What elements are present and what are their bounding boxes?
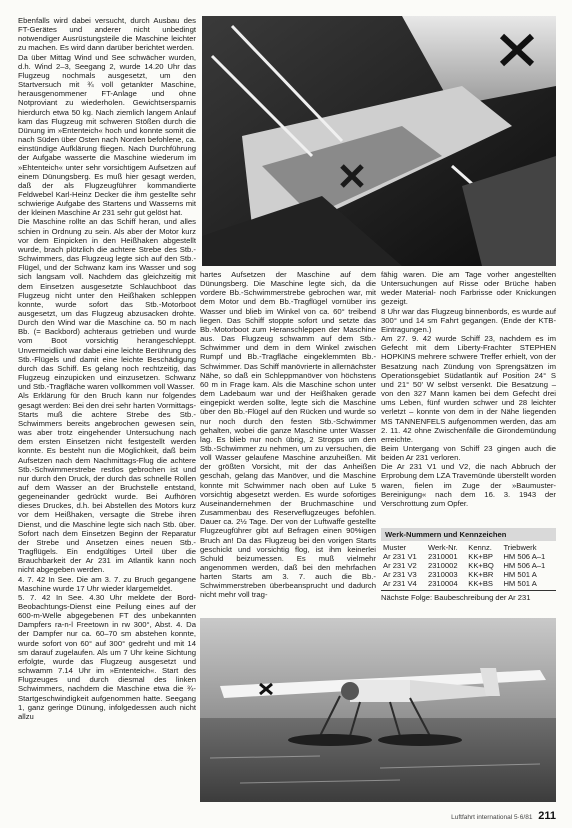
table-title: Werk-Nummern und Kennzeichen — [381, 528, 556, 541]
table-cell: KK+BR — [468, 570, 494, 579]
table-divider — [381, 590, 556, 591]
photo-aircraft-folded-wings — [202, 16, 556, 266]
table-cell: 2310002 — [427, 561, 458, 570]
table-header-cell: Triebwerk — [503, 543, 537, 552]
paragraph: Da über Mittag Wind und See schwächer wurden, d.h. Wind 2–3, Seegang 2, wurde 14.20 Uhr das Flugzeug nochmals ausgesetzt, um den Startversuch mit ¾ voll getankter Maschine, herausgenommener FT-Anlage und ohne Notproviant zu wiederholen. Gewichtsersparnis hierdurch etwa 50 kg. Nach ziemlich langem Anlauf kam das Flugzeug mit schweren Stößen durch die Dünung im »Ententeich« hoch und konnte somit die nach Süden über Osten nach Norden befohlene, ca. einstündige Aufklärung fliegen. Nach Durchführung der Aufgabe wasserte die Maschine wiederum im »Ehtenteich« unter sehr vorsichtigem Aufsetzen auf einem Dünungsberg. Es muß hier gesagt werden, daß der als Flugzeugführer kommandierte Feldwebel Karl-Heinz Decker die ihm gestellte sehr schwierige Aufgabe des Startens und Wasserns mit der kleinen Maschine Ar 231 sehr gut gelöst hat. — [18, 52, 196, 218]
table-header-row — [381, 543, 556, 552]
table-cell: 2310003 — [427, 570, 458, 579]
article-column-1 — [18, 16, 196, 721]
table-cell: HM 501 A — [503, 579, 537, 588]
page-footer — [451, 810, 556, 822]
table-cell: HM 501 A — [503, 570, 537, 579]
aircraft-photo-illustration — [202, 16, 556, 266]
page-number: 211 — [538, 810, 556, 822]
table-header-cell: Muster — [383, 543, 407, 552]
paragraph: 4. 7. 42 In See. Die am 3. 7. zu Bruch gegangene Maschine wurde 17 Uhr wieder klargemeldet. — [18, 574, 196, 593]
table-cell: HM 506 A–1 — [503, 552, 546, 561]
table-cell: KK+BP — [468, 552, 493, 561]
werknummern-table — [381, 543, 556, 588]
paragraph: Die Maschine rollte an das Schiff heran, und alles schien in Ordnung zu sein. Als aber der Motor kurz vor dem Einpicken in den Heißhaken abgestellt wurde, brach plötzlich die achtere Strebe des Stb.-Schwimmers, das Flugzeug legte sich auf den Stb.-Flügel, und der Schwanz kam ins Wasser und sog sich langsam voll. Nachdem das gleichzeitig mit dem Einsetzen ausgesetzte Schlauchboot das Flugzeug nicht unter den Heißhaken schleppen konnte, wurde sofort das Stb.-Motorboot ausgesetzt, um das Flugzeug abzusacken drohte. Durch den Wind war die Maschine ca. 50 m nach Bb. (= Backbord) achteraus getrieben und wurde vom Boot vorsichtig herangeschleppt. Unvermeidlich war dabei eine leichte Berührung des Stb.-Flügels und damit eine leichte Beschädigung durch das Schiff. Es gelang noch rechtzeitig, das Flugzeug einzupicken und einzusetzen. Schwanz und Stb.-Tragfläche waren vollkommen voll Wasser. — [18, 217, 196, 392]
table-cell: Ar 231 V2 — [383, 561, 417, 570]
paragraph: Am 27. 9. 42 wurde Schiff 23, nachdem es im Gefecht mit dem Liberty-Frachter STEPHEN HOPKINS mehrere schwere Treffer erhielt, von der Besatzung nach Zündung von Sprengsätzen im Operationsgebiet Südatlantik auf Position 24° S und 21° 50' W selbst versenkt. Die Besatzung – von den 327 Mann kamen bei dem Gefecht drei ums Leben, fünf wurden schwer und 28 leichter verletzt – konnte von dem in der Nähe liegenden MS TANNENFELS aufgenommen werden, das am 2. 11. 42 ohne Zwischenfälle die Girondemündung erreichte. — [381, 334, 556, 444]
werknummern-table-box — [381, 528, 556, 602]
article-column-3 — [381, 270, 556, 508]
table-cell: Ar 231 V1 — [383, 552, 417, 561]
table-cell: 2310001 — [427, 552, 458, 561]
table-row — [381, 552, 556, 561]
table-header-cell: Werk-Nr. — [427, 543, 458, 552]
article-column-2 — [200, 270, 376, 600]
table-row — [381, 579, 556, 588]
paragraph: Als Erklärung für den Bruch kann nur folgendes gesagt werden: Bei den drei sehr harten Vormittags-Starts muß die achtere Strebe des Stb.-Schwimmers bereits angebrochen gewesen sein, was aber trotz eingehender Untersuchung nach dem ersten Einsetzen nicht festgestellt werden konnte. Es besteht nun die Möglichkeit, daß beim Aufsetzen nach dem Nachmittags-Flug die achtere Stb.-Schwimmerstrebe restlos gebrochen ist und nur durch den Druck, der durch das schnelle Rollen auf dem Wasser an der Bruchstelle entstand, gegeneinander gedrückt wurde. Bei Aufhören dieses Druckes, d.h. bei Abstellen des Motors kurz vor dem Heißhaken, versagte die Strebe ihren Dienst, und die Maschine legte sich nach Stb. über. Sofort nach dem Einsetzen Beginn der Reparatur der Strebe und Ansetzen eines neuen Stb.-Tragflügels. Ein endgültiges Urteil über die Brauchbarkeit der Ar 231 im Atlantik kann noch nicht abgegeben werden. — [18, 391, 196, 575]
table-row — [381, 570, 556, 579]
paragraph: Die Ar 231 V1 und V2, die nach Abbruch der Erprobung dem LZA Travemünde überstellt worden waren, fielen im Zuge der »Baumuster-Bereinigung« nach dem 16. 3. 1943 der Verschrottung zum Opfer. — [381, 462, 556, 508]
paragraph: 8 Uhr war das Flugzeug binnenbords, es wurde auf 300° und 14 sm Fahrt gegangen. (Ende der KTB-Eintragungen.) — [381, 306, 556, 334]
paragraph: Ebenfalls wird dabei versucht, durch Ausbau des FT-Gerätes und anderer nicht unbedingt notwendiger Ausrüstungsteile die Maschine leichter zu machen. Es wird dann darüber berichtet werden. — [18, 16, 196, 53]
table-header-cell: Kennz. — [468, 543, 492, 552]
paragraph: hartes Aufsetzen der Maschine auf dem Dünungsberg. Die Maschine legte sich, da die vordere Bb.-Schwimmerstrebe gebrochen war, mit dem Motor und dem Bb.-Tragflügel vornüber ins Wasser und blieb im Winkel von ca. 60° treibend liegen. Das Schiff stoppte sofort und setzte das Bb.-Motorboot zum Heranschleppen der Maschine aus. Das Flugzeug schwamm auf dem Stb.-Schwimmer und dem in dem Winkel zwischen Rumpf und Bb.-Tragfläche eingeklemmten Bb.-Schwimmer. Das Schiff manövrierte in allernächster Nähe, so daß ein Schleppmanöver von höchstens 60 m in Frage kam. Als die Maschine schon unter dem Ladebaum war und der Heißhaken gerade eingepickt werden sollte, legte sich die Maschine über den Bb.-Flügel auf den Rücken und wurde so nur noch durch den festen Stb.-Schwimmer gehalten, wobei die ganze Maschine unter Wasser lag. Es blieb nur noch übrig, 2 Stropps um den Stb.-Schwimmer zu nehmen, um zu versuchen, die voll Wasser gelaufene Maschine anzuheißen. Mit der größten Vorsicht, mit der das Anheißen geschah, gelang das Manöver, und die Maschine konnte mit Schwimmer nach oben auf Luke 5 vorsichtig abgesetzt werden. Es wurde sofortiges Auseinandernehmen der Bruchmaschine und Zusammenbau des Reserveflugzeuges befohlen. Dauer ca. 2½ Tage. Der von der Luftwaffe gestellte Flugzeugführer gibt auf Befragen einen 90%igen Bruch an! Da das Flugzeug bei den vorigen Starts geschickt und vorsichtig flog, ist ihm keinerlei Schuld beizumessen. Es muß vielmehr angenommen werden, daß bei den mehrfachen harten Starts am 3. 7. auch die Bb.-Schwimmerstreben überbeansprucht und dadurch nicht mehr voll trag- — [200, 270, 376, 600]
table-cell: Ar 231 V4 — [383, 579, 417, 588]
paragraph: fähig waren. Die am Tage vorher angestellten Untersuchungen auf Risse oder Brüche haben weder Material- noch Farbrisse oder Knickungen gezeigt. — [381, 270, 556, 307]
table-row — [381, 561, 556, 570]
photo-seaplane-on-water — [200, 618, 556, 802]
table-cell: HM 506 A–1 — [503, 561, 546, 570]
publication-source: Luftfahrt international 5·6/81 — [451, 814, 533, 821]
seaplane-photo-illustration — [200, 618, 556, 802]
table-cell: Ar 231 V3 — [383, 570, 417, 579]
paragraph: Beim Untergang von Schiff 23 gingen auch die beiden Ar 231 verloren. — [381, 443, 556, 463]
next-episode-note: Nächste Folge: Baubeschreibung der Ar 231 — [381, 593, 531, 602]
table-cell: 2310004 — [427, 579, 458, 588]
table-cell: KK+BQ — [468, 561, 494, 570]
table-cell: KK+BS — [468, 579, 493, 588]
paragraph: 5. 7. 42 In See. 4.30 Uhr meldete der Bord-Beobachtungs-Dienst eine Peilung eines auf der 600-m-Welle abgegebenen FT des unbekannten Dampfers ra-n-l Freetown in rw 300°, Abst. 4. Da der Dampfer nur ca. 60–70 sm abstehen konnte, wurde sofort von 60° auf 300° gedreht und mit 14 sm darauf zugelaufen. Als um 7 Uhr keine Sichtung erfolgte, wurde das Flugzeug ausgesetzt und schwamm 7.14 Uhr im »Ententeich«. Start des Flugzeuges und durch diesmal des linken Schwimmers, nachdem die Maschine etwa die ¾-Startgeschwindigkeit aufgenommen hatte. Seegang 1, ganz geringe Dünung, infolgedessen auch nicht allzu — [18, 592, 196, 721]
